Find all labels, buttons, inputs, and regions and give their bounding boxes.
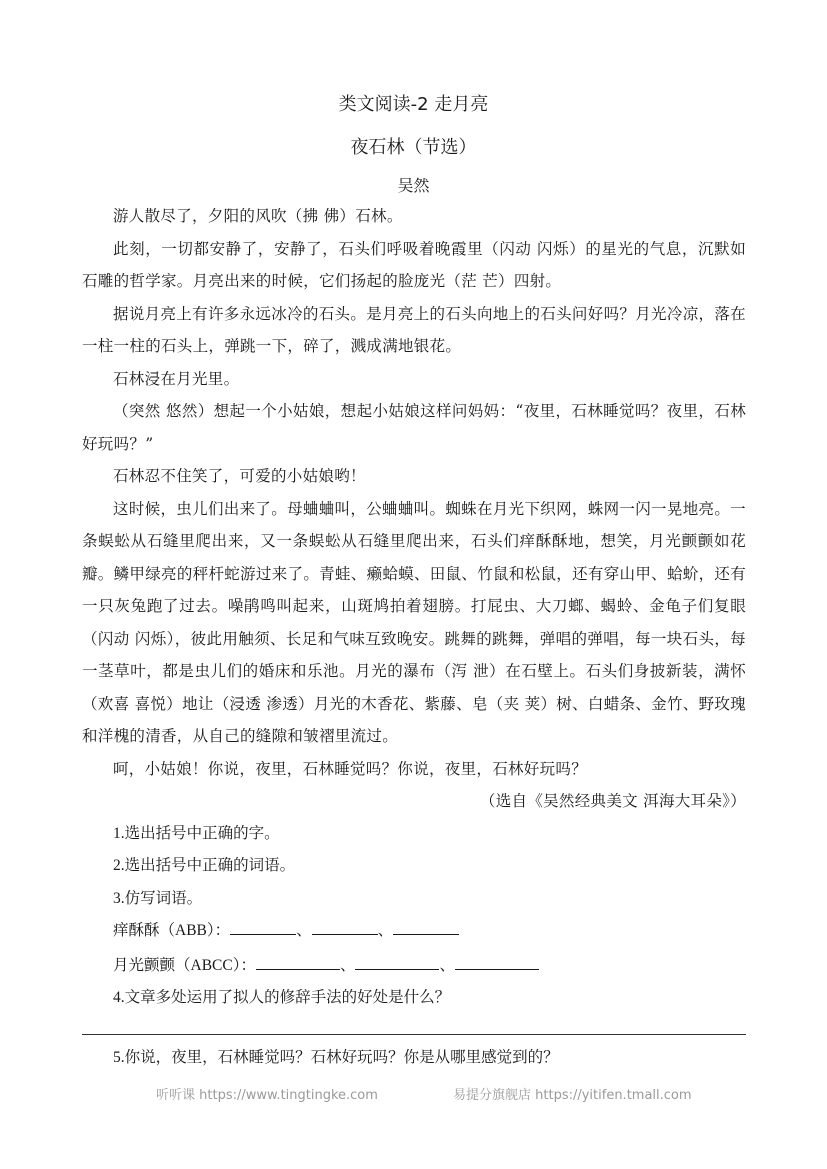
answer-blank[interactable]: [455, 953, 539, 970]
q3a-label: 痒酥酥（ABB）：: [113, 922, 231, 939]
separator: 、: [439, 957, 455, 974]
page-title: 类文阅读-2 走月亮: [338, 94, 489, 115]
source-citation: （选自《吴然经典美文 洱海大耳朵》）: [479, 792, 746, 810]
answer-blank[interactable]: [355, 953, 439, 970]
answer-blank[interactable]: [230, 918, 296, 935]
paragraph-5: （突然 悠然）想起一个小姑娘，想起小姑娘这样问妈妈：“夜里，石林睡觉吗？夜里，石林好玩吗？”: [82, 402, 746, 453]
question-4: 4.文章多处运用了拟人的修辞手法的好处是什么？: [113, 989, 451, 1006]
article-body: [82, 200, 746, 818]
question-5: 5.你说，夜里，石林睡觉吗？石林好玩吗？你是从哪里感觉到的？: [113, 1049, 559, 1066]
answer-line[interactable]: [82, 1034, 746, 1035]
paragraph-2: 此刻，一切都安静了，安静了，石头们呼吸着晚霞里（闪动 闪烁）的星光的气息，沉默如石雕的哲学家。月亮出来的时候，它们扬起的脸庞光（茫 芒）四射。: [82, 239, 746, 290]
footer-right-watermark: 易提分旗舰店 https://yitifen.tmall.com: [453, 1088, 692, 1103]
separator: 、: [339, 957, 356, 974]
paragraph-1: 游人散尽了，夕阳的风吹（拂 佛）石林。: [113, 207, 403, 225]
question-1: 1.选出括号中正确的字。: [113, 825, 280, 842]
article-title: 夜石林（节选）: [350, 137, 477, 158]
answer-blank[interactable]: [256, 953, 340, 970]
footer-left-watermark: 听听课 https://www.tingtingke.com: [156, 1088, 378, 1103]
paragraph-7: 这时候，虫儿们出来了。母蛐蛐叫，公蛐蛐叫。蜘蛛在月光下织网，蛛网一闪一晃地亮。一条蜈蚣从石缝里爬出来，又一条蜈蚣从石缝里爬出来，石头们痒酥酥地，想笑，月光颤颤如花瓣。鳞甲绿亮的秤杆蛇游过来了。青蛙、癞蛤蟆、田鼠、竹鼠和松鼠，还有穿山甲、蛤蚧，还有一只灰兔跑了过去。噪鹃鸣叫起来，山斑鸠拍着翅膀。打屁虫、大刀螂、蝎蛉、金龟子们复眼（闪动 闪烁），彼此用触须、长足和气味互致晚安。跳舞的跳舞，弹唱的弹唱，每一块石头，每一茎草叶，都是虫儿们的婚床和乐池。月光的瀑布（泻 泄）在石壁上。石头们身披新装，满怀（欢喜 喜悦）地让（浸透 渗透）月光的木香花、紫藤、皂（夹 荚）树、白蜡条、金竹、野玫瑰和洋槐的清香，从自己的缝隙和皱褶里流过。: [82, 499, 746, 745]
question-3a: [113, 918, 459, 940]
question-3b: [113, 953, 539, 975]
paragraph-8: 呵，小姑娘！你说，夜里，石林睡觉吗？你说，夜里，石林好玩吗？: [113, 759, 588, 778]
separator: 、: [296, 922, 312, 939]
question-3: 3.仿写词语。: [113, 890, 203, 907]
q3b-label: 月光颤颤（ABCC）：: [113, 957, 256, 974]
paragraph-4: 石林浸在月光里。: [113, 369, 240, 388]
question-2: 2.选出括号中正确的词语。: [113, 857, 296, 874]
article-author: 吴然: [397, 176, 430, 195]
paragraph-3: 据说月亮上有许多永远冰冷的石头。是月亮上的石头向地上的石头问好吗？月光冷凉，落在一柱一柱的石头上，弹跳一下，碎了，溅成满地银花。: [82, 304, 746, 355]
answer-blank[interactable]: [393, 918, 459, 935]
paragraph-6: 石林忍不住笑了，可爱的小姑娘哟！: [113, 467, 366, 485]
answer-blank[interactable]: [312, 918, 378, 935]
separator: 、: [377, 922, 394, 939]
